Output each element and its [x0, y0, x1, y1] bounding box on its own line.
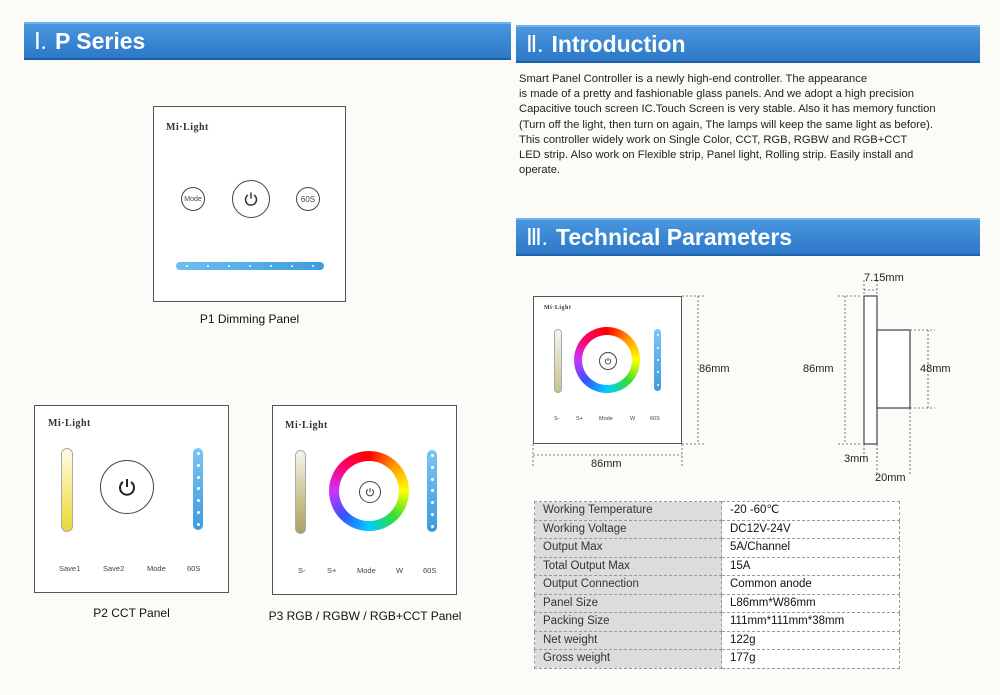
- brand-logo: Mi·Light: [48, 418, 91, 429]
- param-value: 15A: [722, 557, 900, 576]
- dim-box-depth: 20mm: [875, 472, 906, 484]
- intro-line: Capacitive touch screen IC.Touch Screen is very stable. Also it has memory function: [519, 103, 936, 116]
- p3-label-speed-down: S-: [298, 566, 306, 575]
- dim-side-depth-top: 7.15mm: [864, 272, 904, 284]
- p2-caption: P2 CCT Panel: [93, 606, 170, 620]
- section-title: Technical Parameters: [556, 224, 793, 250]
- section-number: Ⅰ.: [34, 29, 47, 54]
- param-value: 111mm*111mm*38mm: [722, 613, 900, 632]
- p2-label-save1: Save1: [59, 564, 81, 573]
- front-label-timer: 60S: [650, 416, 660, 422]
- table-row: [535, 576, 900, 595]
- table-row: [535, 520, 900, 539]
- mode-label: Mode: [184, 195, 202, 203]
- p3-label-mode: Mode: [357, 566, 376, 575]
- p3-caption: P3 RGB / RGBW / RGB+CCT Panel: [268, 609, 462, 623]
- front-label-white: W: [630, 416, 636, 422]
- front-label-speed-up: S+: [576, 416, 583, 422]
- table-row: [535, 502, 900, 521]
- param-key: Working Voltage: [535, 520, 722, 539]
- section-number: Ⅲ.: [526, 225, 548, 250]
- p1-caption: P1 Dimming Panel: [199, 312, 300, 326]
- table-row: [535, 613, 900, 632]
- brand-logo: Mi·Light: [544, 305, 572, 311]
- intro-line: operate.: [519, 164, 561, 177]
- section-number: Ⅱ.: [526, 32, 544, 57]
- dim-inner-height: 48mm: [920, 363, 951, 375]
- p3-label-white: W: [396, 566, 404, 575]
- param-key: Working Temperature: [535, 502, 722, 521]
- intro-line: LED strip. Also work on Flexible strip, Panel light, Rolling strip. Easily install and: [519, 149, 914, 162]
- param-key: Output Max: [535, 539, 722, 558]
- p3-label-timer: 60S: [423, 566, 437, 575]
- param-value: Common anode: [722, 576, 900, 595]
- param-key: Panel Size: [535, 594, 722, 613]
- param-value: L86mm*W86mm: [722, 594, 900, 613]
- param-key: Packing Size: [535, 613, 722, 632]
- param-value: DC12V-24V: [722, 520, 900, 539]
- intro-line: This controller widely work on Single Color, CCT, RGB, RGBW and RGB+CCT: [519, 133, 908, 146]
- table-row: [535, 650, 900, 669]
- dim-base-depth: 3mm: [844, 453, 869, 465]
- table-row: [535, 557, 900, 576]
- param-key: Gross weight: [535, 650, 722, 669]
- section-title: P Series: [54, 28, 146, 54]
- param-value: 122g: [722, 631, 900, 650]
- intro-line: is made of a pretty and fashionable glass panels. And we adopt a high precision: [519, 88, 914, 101]
- timer-label: 60S: [300, 194, 316, 204]
- dim-front-height: 86mm: [699, 363, 730, 375]
- brand-logo: Mi·Light: [285, 420, 328, 431]
- param-key: Net weight: [535, 631, 722, 650]
- param-value: 177g: [722, 650, 900, 669]
- front-label-mode: Mode: [599, 416, 613, 422]
- param-key: Total Output Max: [535, 557, 722, 576]
- table-row: [535, 594, 900, 613]
- table-row: [535, 539, 900, 558]
- p2-label-save2: Save2: [103, 564, 125, 573]
- p2-label-mode: Mode: [147, 564, 166, 573]
- intro-line: (Turn off the light, then turn on again, The lamps will keep the same light as before).: [519, 118, 933, 131]
- dim-side-height: 86mm: [803, 363, 834, 375]
- p2-label-timer: 60S: [187, 564, 201, 573]
- technical-parameters-table: [534, 501, 900, 669]
- table-row: [535, 631, 900, 650]
- param-key: Output Connection: [535, 576, 722, 595]
- p3-label-speed-up: S+: [327, 566, 337, 575]
- param-value: -20 -60℃: [722, 502, 900, 521]
- section-title: Introduction: [551, 31, 686, 57]
- front-label-speed-down: S-: [554, 416, 560, 422]
- param-value: 5A/Channel: [722, 539, 900, 558]
- dim-front-width: 86mm: [591, 458, 622, 470]
- intro-line: Smart Panel Controller is a newly high-end controller. The appearance: [519, 73, 868, 85]
- brand-logo: Mi·Light: [166, 122, 209, 133]
